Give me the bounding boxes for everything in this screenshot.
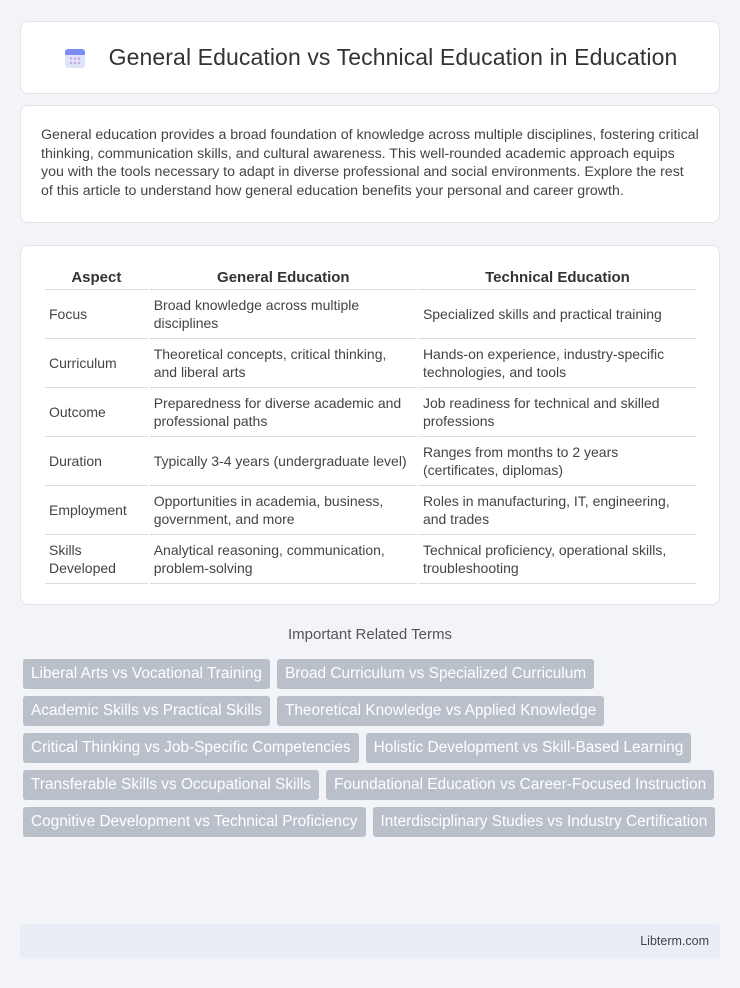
related-term-tag[interactable]: Foundational Education vs Career-Focused Instruction bbox=[326, 770, 714, 800]
related-term-tag[interactable]: Holistic Development vs Skill-Based Learning bbox=[366, 733, 692, 763]
related-term-tag[interactable]: Academic Skills vs Practical Skills bbox=[23, 696, 270, 726]
aspect-cell: Employment bbox=[45, 486, 148, 535]
header-card bbox=[20, 21, 720, 94]
technical-cell: Job readiness for technical and skilled professions bbox=[419, 388, 696, 437]
related-term-tag[interactable]: Cognitive Development vs Technical Proficiency bbox=[23, 807, 366, 837]
general-cell: Typically 3-4 years (undergraduate level) bbox=[150, 437, 417, 486]
comparison-table bbox=[43, 264, 698, 584]
table-header-row bbox=[45, 264, 696, 290]
intro-card bbox=[20, 105, 720, 223]
general-cell: Broad knowledge across multiple disciplines bbox=[150, 290, 417, 339]
column-header-technical: Technical Education bbox=[419, 264, 696, 290]
related-terms-list bbox=[23, 659, 723, 837]
technical-cell: Hands-on experience, industry-specific technologies, and tools bbox=[419, 339, 696, 388]
related-term-tag[interactable]: Transferable Skills vs Occupational Skills bbox=[23, 770, 319, 800]
calendar-icon bbox=[63, 46, 87, 70]
related-term-tag[interactable]: Liberal Arts vs Vocational Training bbox=[23, 659, 270, 689]
related-term-tag[interactable]: Broad Curriculum vs Specialized Curriculum bbox=[277, 659, 594, 689]
general-cell: Preparedness for diverse academic and professional paths bbox=[150, 388, 417, 437]
table-row bbox=[45, 339, 696, 388]
technical-cell: Ranges from months to 2 years (certificates, diplomas) bbox=[419, 437, 696, 486]
intro-paragraph: General education provides a broad foundation of knowledge across multiple disciplines, fostering critical thinking, communication skills, and cultural awareness. This well-rounded academic approach equips you with the tools necessary to adapt in diverse professional and social environments. Explore the rest of this article to understand how general education benefits your personal and career growth. bbox=[41, 127, 699, 199]
related-term-tag[interactable]: Interdisciplinary Studies vs Industry Certification bbox=[373, 807, 716, 837]
general-cell: Theoretical concepts, critical thinking, and liberal arts bbox=[150, 339, 417, 388]
aspect-cell: Focus bbox=[45, 290, 148, 339]
footer bbox=[20, 924, 720, 958]
technical-cell: Roles in manufacturing, IT, engineering, and trades bbox=[419, 486, 696, 535]
table-row bbox=[45, 535, 696, 584]
aspect-cell: Duration bbox=[45, 437, 148, 486]
aspect-cell: Outcome bbox=[45, 388, 148, 437]
comparison-table-card bbox=[20, 245, 720, 605]
general-cell: Opportunities in academia, business, government, and more bbox=[150, 486, 417, 535]
header bbox=[63, 44, 678, 71]
aspect-cell: Skills Developed bbox=[45, 535, 148, 584]
related-term-tag[interactable]: Theoretical Knowledge vs Applied Knowledge bbox=[277, 696, 604, 726]
page-title: General Education vs Technical Education in Education bbox=[108, 44, 678, 70]
technical-cell: Specialized skills and practical training bbox=[419, 290, 696, 339]
table-row bbox=[45, 486, 696, 535]
related-terms-title: Important Related Terms bbox=[288, 626, 452, 643]
general-cell: Analytical reasoning, communication, problem-solving bbox=[150, 535, 417, 584]
table-row bbox=[45, 290, 696, 339]
technical-cell: Technical proficiency, operational skills, troubleshooting bbox=[419, 535, 696, 584]
related-term-tag[interactable]: Critical Thinking vs Job-Specific Competencies bbox=[23, 733, 359, 763]
aspect-cell: Curriculum bbox=[45, 339, 148, 388]
table-row bbox=[45, 388, 696, 437]
table-row bbox=[45, 437, 696, 486]
column-header-aspect: Aspect bbox=[45, 264, 148, 290]
column-header-general: General Education bbox=[150, 264, 417, 290]
footer-site-link[interactable]: Libterm.com bbox=[640, 934, 709, 948]
